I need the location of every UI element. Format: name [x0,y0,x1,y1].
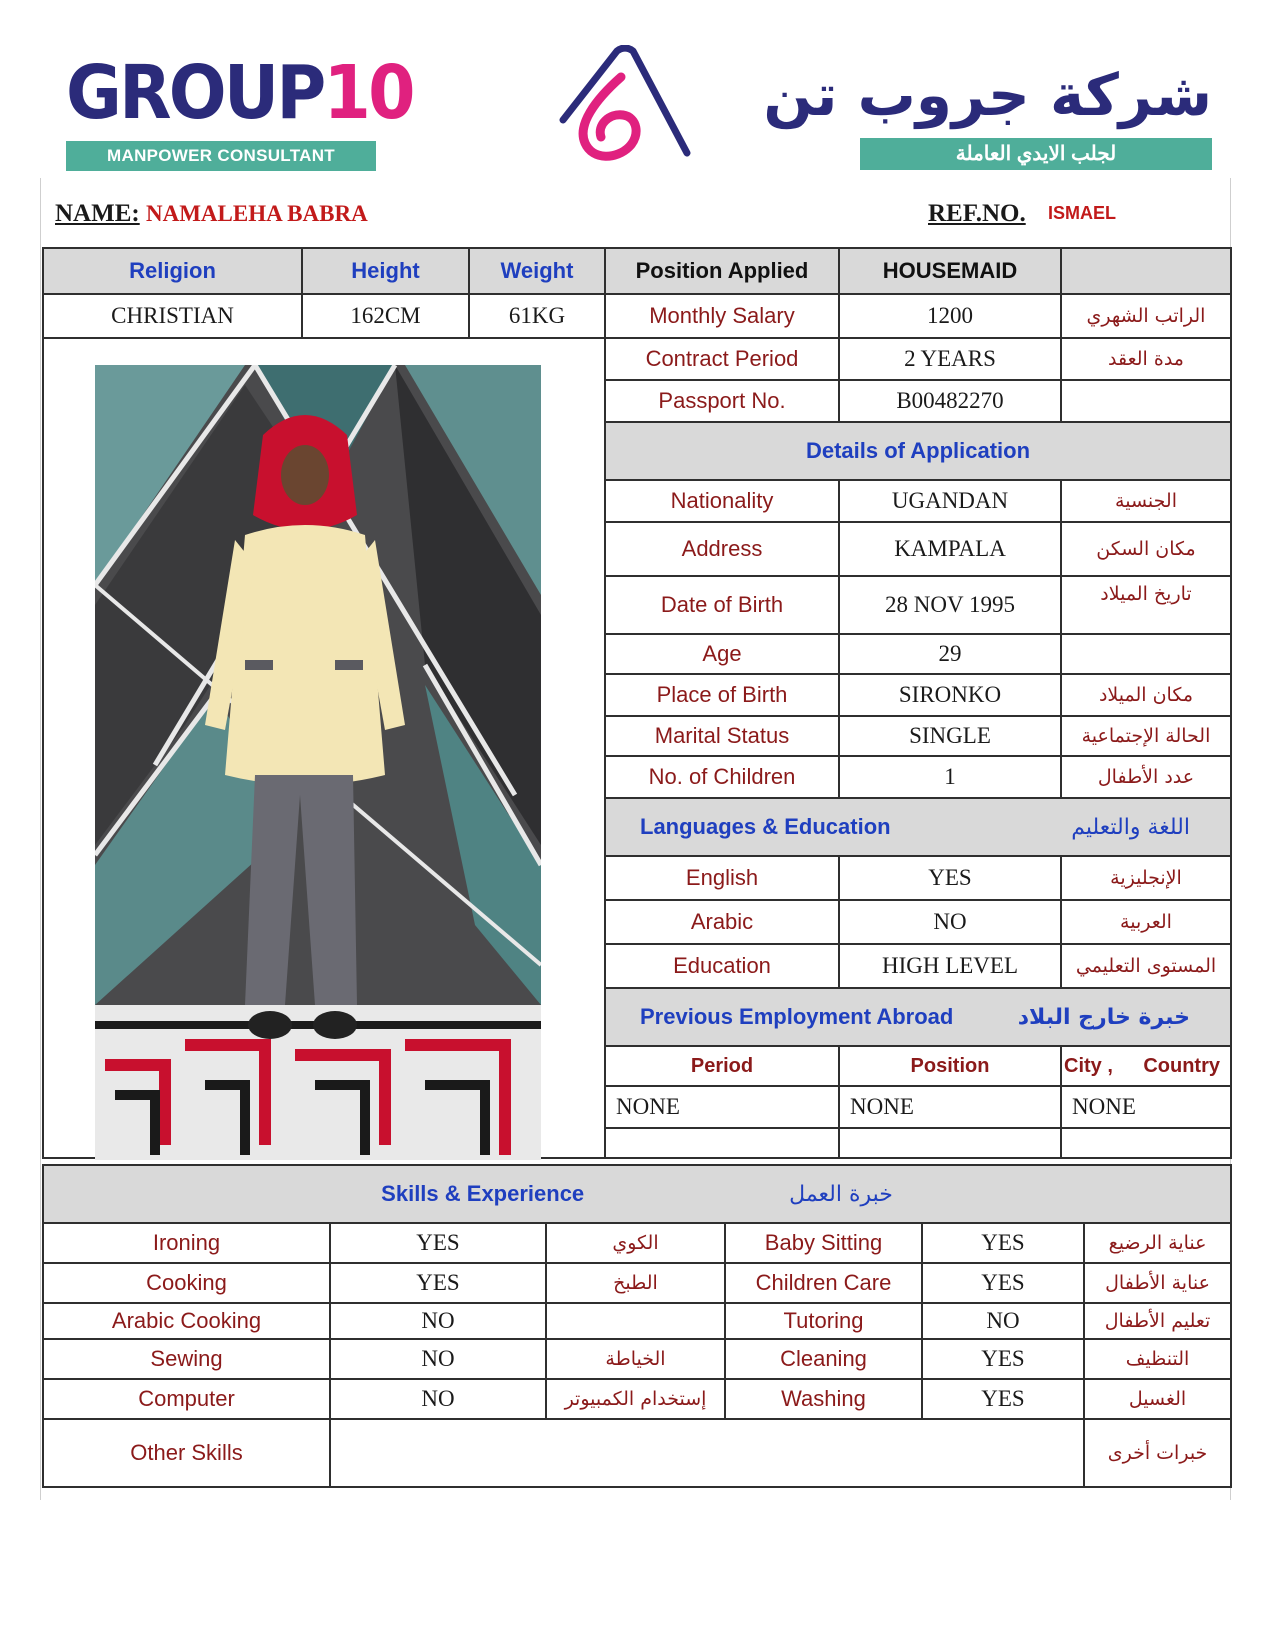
ref-line [928,200,1026,228]
applicant-name: NAMALEHA BABRA [145,201,368,226]
page-border-left [40,178,41,1500]
weight-header: Weight [469,248,605,294]
nationality-label: Nationality [605,480,839,522]
contract-arabic: مدة العقد [1061,338,1231,380]
nationality-value: UGANDAN [839,480,1061,522]
religion-value: CHRISTIAN [43,294,302,338]
skill-value: NO [330,1303,546,1339]
arabic-lang-arabic: العربية [1061,900,1231,944]
dob-arabic: تاريخ الميلاد [1061,576,1231,634]
children-value: 1 [839,756,1061,798]
skill-label: Children Care [725,1263,922,1303]
english-arabic: الإنجليزية [1061,856,1231,900]
education-value: HIGH LEVEL [839,944,1061,988]
employment-period-value: NONE [605,1086,839,1128]
age-arabic [1061,634,1231,674]
employment-title-arabic: خبرة خارج البلاد [1017,1004,1190,1030]
skill-arabic: الكوي [546,1223,725,1263]
skill-value: YES [922,1223,1084,1263]
skill-label: Cleaning [725,1339,922,1379]
salary-arabic: الراتب الشهري [1061,294,1231,338]
education-arabic: المستوى التعليمي [1061,944,1231,988]
address-label: Address [605,522,839,576]
contract-label: Contract Period [605,338,839,380]
skill-label: Cooking [43,1263,330,1303]
skill-value: YES [330,1223,546,1263]
height-value: 162CM [302,294,469,338]
position-value: HOUSEMAID [839,248,1061,294]
city-header: City , [1064,1054,1113,1077]
arabic-tagline: لجلب الايدي العاملة [860,138,1212,170]
arabic-wordmark: شركة جروب تن [763,61,1212,129]
employment-title: Previous Employment Abroad [640,1004,954,1029]
arabic-logo [763,60,1212,170]
salary-value: 1200 [839,294,1061,338]
education-label: Education [605,944,839,988]
skill-value: NO [330,1379,546,1419]
skill-label: Ironing [43,1223,330,1263]
employment-empty-cell [1061,1128,1231,1158]
skill-value: YES [922,1263,1084,1303]
marital-arabic: الحالة الإجتماعية [1061,716,1231,756]
skill-arabic: التنظيف [1084,1339,1231,1379]
arabic-lang-label: Arabic [605,900,839,944]
passport-value: B00482270 [839,380,1061,422]
employment-city-value: NONE [1061,1086,1231,1128]
birthplace-value: SIRONKO [839,674,1061,716]
skill-arabic: الغسيل [1084,1379,1231,1419]
employment-header [605,988,1231,1046]
religion-header: Religion [43,248,302,294]
english-label: English [605,856,839,900]
skill-arabic: إستخدام الكمبيوتر [546,1379,725,1419]
children-arabic: عدد الأطفال [1061,756,1231,798]
country-header: Country [1143,1054,1220,1077]
passport-arabic [1061,380,1231,422]
name-line [55,200,368,228]
skill-arabic: عناية الرضيع [1084,1223,1231,1263]
skills-title: Skills & Experience [381,1181,585,1206]
skill-label: Computer [43,1379,330,1419]
ref-value: ISMAEL [1048,203,1117,223]
employment-empty-cell [839,1128,1061,1158]
city-country-col-header [1061,1046,1231,1086]
birthplace-arabic: مكان الميلاد [1061,674,1231,716]
languages-title-arabic: اللغة والتعليم [1071,814,1190,840]
passport-label: Passport No. [605,380,839,422]
nationality-arabic: الجنسية [1061,480,1231,522]
languages-title: Languages & Education [640,814,891,839]
application-title: Details of Application [605,422,1231,480]
ref-label: REF.NO. [928,200,1026,227]
skill-arabic: تعليم الأطفال [1084,1303,1231,1339]
weight-value: 61KG [469,294,605,338]
age-value: 29 [839,634,1061,674]
contract-value: 2 YEARS [839,338,1061,380]
marital-value: SINGLE [839,716,1061,756]
children-label: No. of Children [605,756,839,798]
skill-label: Sewing [43,1339,330,1379]
other-skills-label: Other Skills [43,1419,330,1487]
dob-label: Date of Birth [605,576,839,634]
skills-table [42,1164,1232,1488]
logo-tagline: MANPOWER CONSULTANT [66,141,376,171]
applicant-photo [95,365,541,1160]
skill-value: NO [922,1303,1084,1339]
group10-logo [66,50,413,170]
english-value: YES [839,856,1061,900]
skill-label: Tutoring [725,1303,922,1339]
skill-arabic: عناية الأطفال [1084,1263,1231,1303]
skill-value: NO [330,1339,546,1379]
height-header: Height [302,248,469,294]
birthplace-label: Place of Birth [605,674,839,716]
skill-arabic: الخياطة [546,1339,725,1379]
skill-value: YES [922,1339,1084,1379]
arabic-lang-value: NO [839,900,1061,944]
skill-label: Washing [725,1379,922,1419]
age-label: Age [605,634,839,674]
other-skills-value [330,1419,1084,1487]
house-logo-icon [555,45,695,170]
period-col-header: Period [605,1046,839,1086]
empty-cell [1061,248,1231,294]
employment-position-value: NONE [839,1086,1061,1128]
skill-label: Arabic Cooking [43,1303,330,1339]
skill-label: Baby Sitting [725,1223,922,1263]
skills-header [43,1165,1231,1223]
skill-arabic: الطبخ [546,1263,725,1303]
languages-header [605,798,1231,856]
logo-wordmark: GROUP10 [66,50,413,136]
position-label: Position Applied [605,248,839,294]
marital-label: Marital Status [605,716,839,756]
skill-value: YES [330,1263,546,1303]
other-skills-arabic: خبرات أخرى [1084,1419,1231,1487]
address-arabic: مكان السكن [1061,522,1231,576]
skill-value: YES [922,1379,1084,1419]
skill-arabic [546,1303,725,1339]
position-col-header: Position [839,1046,1061,1086]
name-label: NAME: [55,200,140,227]
salary-label: Monthly Salary [605,294,839,338]
dob-value: 28 NOV 1995 [839,576,1061,634]
address-value: KAMPALA [839,522,1061,576]
skills-title-arabic: خبرة العمل [789,1181,893,1207]
employment-empty-cell [605,1128,839,1158]
